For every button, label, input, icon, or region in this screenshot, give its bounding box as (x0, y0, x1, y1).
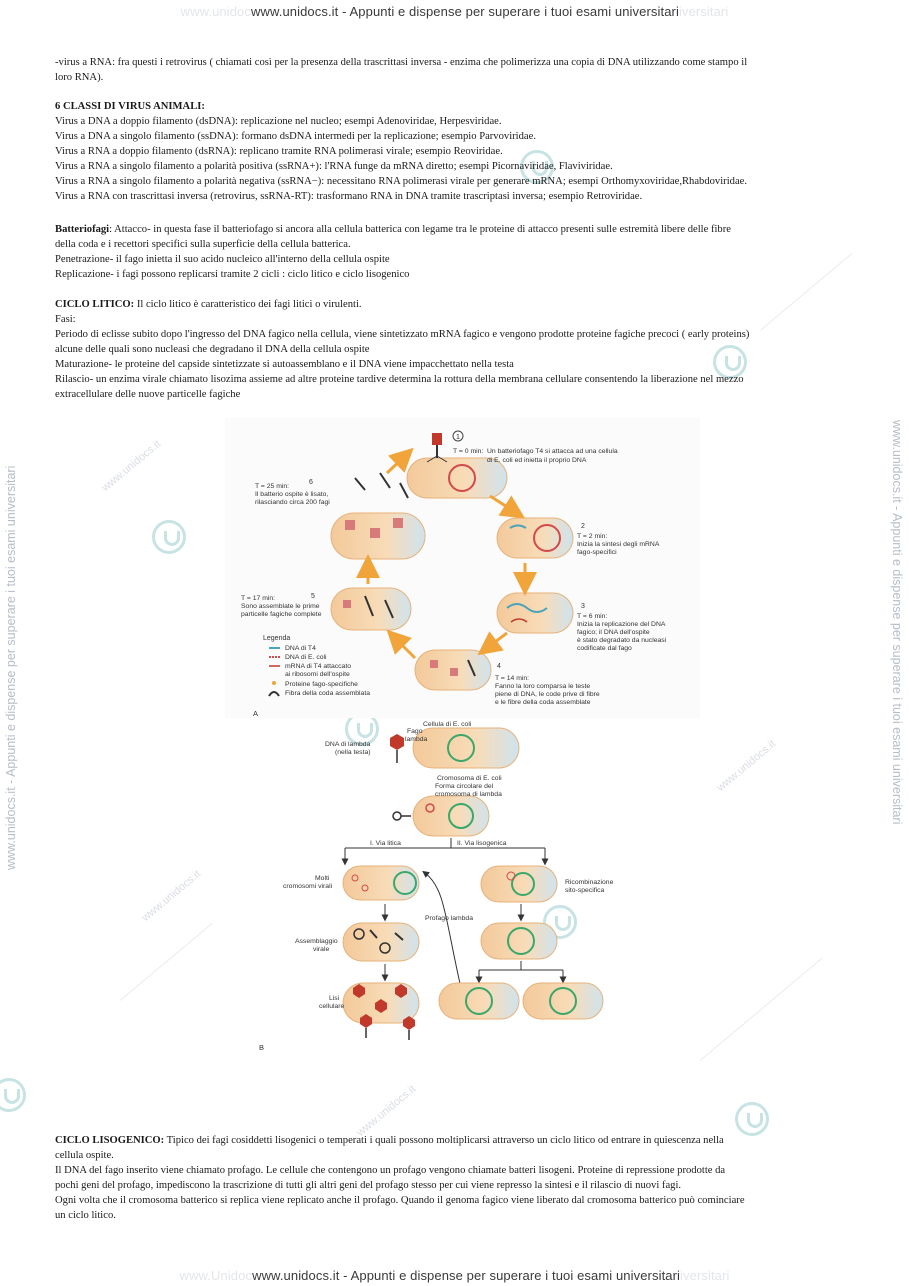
lambda-dna-label: (nella testa) (335, 749, 371, 756)
intro-line: loro RNA). (55, 72, 104, 83)
header-ghost-left: www.unidoc (180, 4, 251, 19)
panel-b-letter: B (259, 1043, 265, 1052)
step-4-cell (415, 650, 491, 690)
many-chromosomes-label: cromosomi virali (283, 883, 333, 890)
footer-banner-text: www.unidocs.it - Appunti e dispense per superare i tuoi esami universitari (252, 1268, 681, 1283)
step-2-number: 2 (581, 523, 585, 530)
step-1-number: 1 (456, 434, 460, 441)
assembly-label: virale (313, 946, 330, 953)
class-item: Virus a DNA a singolo filamento (ssDNA): formano dsDNA intermedi per la replicazione; esempio Parvoviridae. (55, 131, 536, 142)
step-4-number: 4 (497, 663, 501, 670)
assembly-cell (343, 923, 419, 961)
step-2-desc: fago-specifici (577, 549, 617, 556)
legend-title: Legenda (263, 635, 291, 642)
prophage-cell (481, 923, 557, 959)
step-5-time: T = 17 min: (241, 595, 276, 602)
intro-line: -virus a RNA: fra questi i retrovirus ( chiamati così per la presenza della trascrittasi inversa - enzima che polimerizza una copia di DNA utilizzando come stampo il (55, 57, 748, 68)
step-2-cell (497, 518, 573, 558)
step-3-time: T = 6 min: (577, 613, 608, 620)
step-2-time: T = 2 min: (577, 533, 608, 540)
ecoli-cell-label: Cellula di E. coli (423, 721, 472, 728)
lytic-line: alcune delle quali sono nucleasi che degradano il DNA della cellula ospite (55, 344, 370, 355)
header-banner (0, 4, 909, 19)
step-6-number: 6 (309, 479, 313, 486)
recombination-label: Ricombinazione (565, 879, 614, 886)
lytic-line: Rilascio- un enzima virale chiamato lisozima assieme ad altre proteine tardive determina la rottura della membrana cellulare consentendo la liberazione nel mezzo (55, 374, 744, 385)
step-3-number: 3 (581, 603, 585, 610)
lytic-title: CICLO LITICO: (55, 299, 135, 310)
lambda-second-cell (393, 796, 489, 836)
diagonal-watermark: www.unidocs.it (714, 738, 779, 794)
step-1-desc: di E. coli ed inietta il proprio DNA (487, 457, 587, 464)
footer-ghost-right: iversitari (680, 1268, 730, 1283)
watermark-line (700, 957, 823, 1061)
lambda-dna-label: DNA di lambda (325, 741, 371, 748)
class-item: Virus a RNA a singolo filamento a polarità positiva (ssRNA+): l'RNA funge da mRNA diretto; esempi Picornaviridae, Flaviviridae. (55, 161, 613, 172)
step-1-desc: Un batteriofago T4 si attacca ad una cellula (487, 448, 618, 455)
lysogenic-text: Ogni volta che il cromosoma batterico si replica viene replicato anche il profago. Quando il genoma fagico viene liberato dal cromosoma batterico può cominciare (55, 1195, 745, 1206)
diagonal-watermark: www.unidocs.it (354, 1083, 419, 1139)
legend-item: Fibra della coda assemblata (285, 690, 371, 697)
step-3-desc: è stato degradato da nucleasi (577, 637, 667, 644)
lytic-cycle-section (55, 297, 855, 402)
many-chromosomes-label: Molti (315, 875, 330, 882)
unidocs-logo-icon (0, 1078, 26, 1112)
step-5-cell (331, 588, 411, 630)
class-item: Virus a RNA con trascrittasi inversa (retrovirus, ssRNA-RT): trasformano RNA in DNA tramite trascriptasi inversa; esempio Retroviridae. (55, 191, 643, 202)
lambda-circular-label: Forma circolare del (435, 783, 494, 790)
intro-paragraph (55, 55, 855, 85)
legend-item: DNA di E. coli (285, 654, 327, 661)
class-item: Virus a RNA a singolo filamento a polarità negativa (ssRNA−): necessitano RNA polimerasi virale per generare mRNA; esempi Orthomyxoviridae,Rhabdoviridae. (55, 176, 747, 187)
step-3-desc: codificate dal fago (577, 645, 632, 652)
legend-item: mRNA di T4 attaccato (285, 663, 351, 670)
step-1-time: T = 0 min: (453, 448, 484, 455)
header-ghost-right: iversitari (678, 4, 729, 19)
lysogenic-text: cellula ospite. (55, 1150, 114, 1161)
diagonal-watermark: www.unidocs.it (139, 868, 204, 924)
lysogenic-text: un ciclo litico. (55, 1210, 116, 1221)
step-6-desc: Il batterio ospite è lisato, (255, 491, 329, 498)
lambda-circular-label: cromosoma di lambda (435, 791, 502, 798)
phage-text: : Attacco- in questa fase il batteriofago si ancora alla cellula batterica con legame tra le proteine di attacco presenti sulle estremità libere delle fibre (109, 224, 731, 235)
lysogenic-cycle-section (55, 1133, 855, 1223)
daughter-cells (439, 983, 603, 1019)
unidocs-logo-icon (152, 520, 186, 554)
legend-item: ai ribosomi dell'ospite (285, 671, 350, 678)
lysis-label: Lisi (329, 995, 340, 1002)
right-side-watermark: www.unidocs.it - Appunti e dispense per superare i tuoi esami universitari (890, 420, 904, 825)
lytic-line: extracellulare delle nuove particelle fagiche (55, 389, 241, 400)
step-3-cell (497, 593, 573, 633)
prophage-label: Profago lambda (425, 915, 473, 922)
phage-text: Penetrazione- il fago inietta il suo acido nucleico all'interno della cellula ospite (55, 254, 390, 265)
lambda-phage-label: Fago (407, 728, 423, 735)
lytic-line: Maturazione- le proteine del capside sintetizzate si autoassemblano e il DNA viene impacchettato nella testa (55, 359, 514, 370)
unidocs-logo-icon (735, 1102, 769, 1136)
lysogenic-text: Il DNA del fago inserito viene chiamato profago. Le cellule che contengono un profago vengono chiamate batteri lisogeni. Proteine di repressione prodotte da (55, 1165, 726, 1176)
step-5-number: 5 (311, 593, 315, 600)
step-3-desc: Inizia la replicazione del DNA (577, 621, 666, 628)
lysogenic-text: pochi geni del profago, impediscono la trascrizione di tutti gli altri geni del profago stesso per cui viene represso la sintesi e il rilascio di nuovi fagi. (55, 1180, 682, 1191)
step-4-time: T = 14 min: (495, 675, 530, 682)
lytic-intro: Il ciclo litico è caratteristico dei fagi litici o virulenti. (134, 299, 362, 310)
phage-text: Replicazione- i fagi possono replicarsi tramite 2 cicli : ciclo litico e ciclo lisogenico (55, 269, 410, 280)
phage-label: Batteriofagi (55, 224, 110, 235)
step-5-desc: Sono assemblate le prime (241, 603, 320, 610)
lysis-cell (343, 983, 419, 1040)
lytic-phases-label: Fasi: (55, 314, 76, 325)
lambda-phage-label: lambda (405, 736, 428, 743)
lytic-path-label: I. Via litica (370, 840, 401, 847)
step-4-desc: piene di DNA, le code prive di fibre (495, 691, 600, 698)
left-side-watermark: www.unidocs.it - Appunti e dispense per superare i tuoi esami universitari (4, 465, 18, 870)
class-item: Virus a DNA a doppio filamento (dsDNA): replicazione nel nucleo; esempi Adenoviridae, Herpesviridae. (55, 116, 502, 127)
step-4-desc: Fanno la loro comparsa le teste (495, 683, 591, 690)
lytic-line: Periodo di eclisse subito dopo l'ingresso del DNA fagico nella cellula, viene sintetizzato mRNA fagico e vengono prodotte proteine fagiche precoci ( early proteins) (55, 329, 750, 340)
lysogenic-path-label: II. Via lisogenica (457, 840, 507, 847)
lysogenic-text: Tipico dei fagi cosiddetti lisogenici o temperati i quali possono moltiplicarsi attraverso un ciclo litico od entrare in quiescenza nella (164, 1135, 724, 1146)
phage-text: della coda e i recettori specifici sulla superficie della cellula batterica. (55, 239, 351, 250)
step-3-desc: fagico; il DNA dell'ospite (577, 629, 650, 636)
step-5-desc: particelle fagiche complete (241, 611, 322, 618)
footer-banner (0, 1268, 909, 1283)
diagonal-watermark: www.unidocs.it (99, 438, 164, 494)
panel-a-letter: A (253, 709, 259, 718)
legend-item: DNA di T4 (285, 645, 316, 652)
phage-cycle-figure (225, 418, 700, 1060)
header-banner-text: www.unidocs.it - Appunti e dispense per superare i tuoi esami universitari (251, 4, 679, 19)
bacteriophage-section (55, 222, 855, 282)
watermark-line (120, 923, 213, 1001)
ecoli-chromosome-label: Cromosoma di E. coli (437, 775, 502, 782)
footer-ghost-left: www.Unidoc (179, 1268, 253, 1283)
recombination-label: sito-specifica (565, 887, 605, 894)
section-heading: 6 CLASSI DI VIRUS ANIMALI: (55, 101, 205, 112)
lysis-label: cellulare (319, 1003, 345, 1010)
lysogenic-title: CICLO LISOGENICO: (55, 1135, 165, 1146)
virus-classes-section (55, 99, 855, 204)
step-4-desc: e le fibre della coda assemblate (495, 699, 591, 706)
class-item: Virus a RNA a doppio filamento (dsRNA): replicano tramite RNA polimerasi virale; esempio Reoviridae. (55, 146, 503, 157)
step-2-desc: Inizia la sintesi degli mRNA (577, 541, 660, 548)
assembly-label: Assemblaggio (295, 938, 338, 945)
step-6-time: T = 25 min: (255, 483, 290, 490)
legend-item: Proteine fago-specifiche (285, 681, 358, 688)
lytic-branch-cell (343, 866, 419, 900)
lysogenic-branch-cell (481, 866, 557, 902)
step-6-desc: rilasciando circa 200 fagi (255, 499, 330, 506)
